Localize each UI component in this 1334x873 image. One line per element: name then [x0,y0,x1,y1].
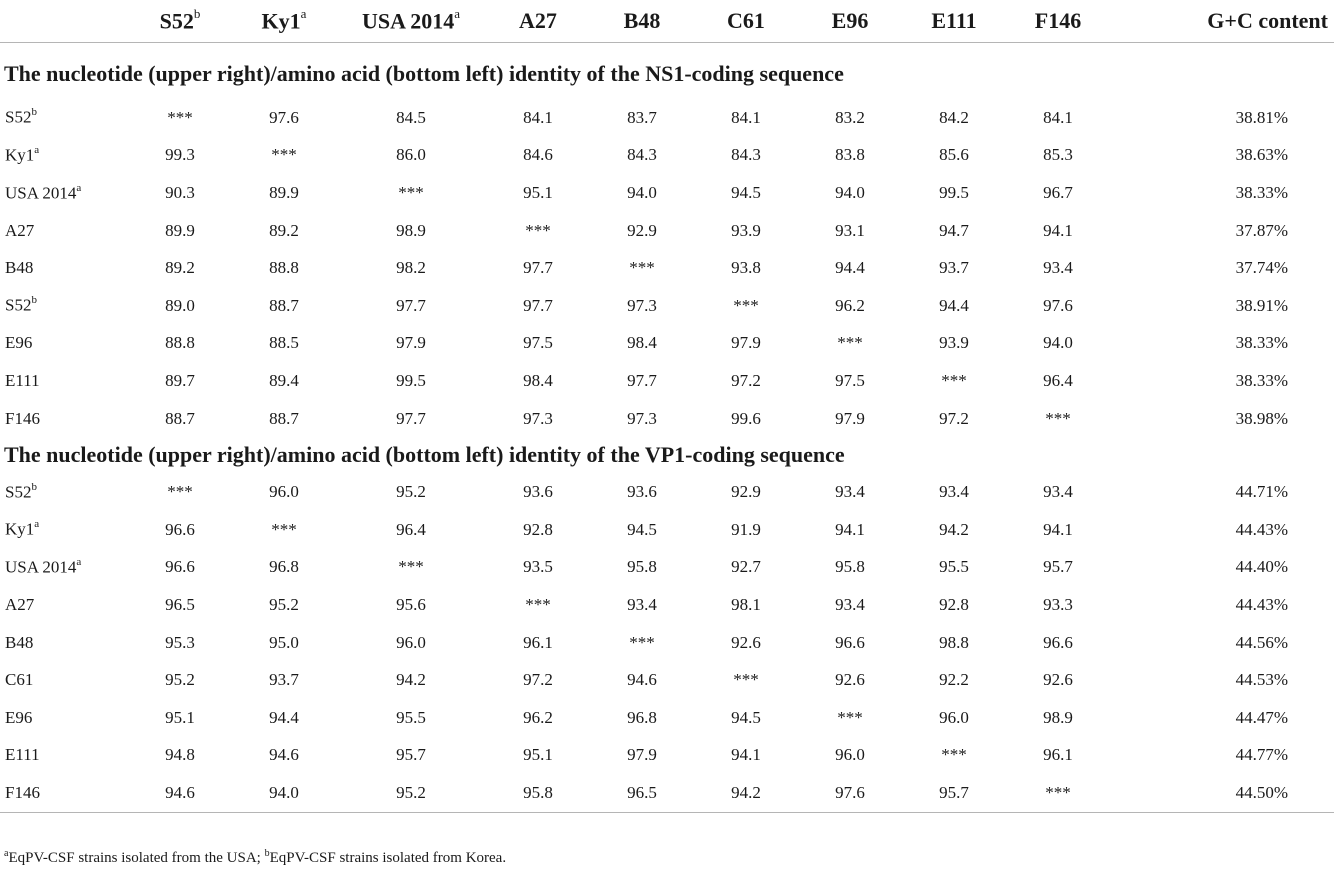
row-label [0,174,128,212]
identity-cell: *** [271,519,297,539]
identity-cell: 98.8 [939,632,969,652]
identity-cell: 96.6 [165,519,195,539]
identity-cell: 93.4 [939,482,969,502]
identity-cell: 89.9 [165,220,195,240]
identity-cell: 94.4 [835,258,865,278]
row-label [0,287,128,325]
identity-cell: *** [525,220,551,240]
identity-cell: *** [398,182,424,202]
identity-cell: 96.2 [523,707,553,727]
row-label-text: E96 [5,707,33,727]
gc-content-cell: 44.53% [1235,670,1288,690]
identity-cell: 95.8 [835,557,865,577]
column-header [798,0,902,43]
identity-cell: 97.5 [835,370,865,390]
identity-cell: *** [733,670,759,690]
footnote-a-text: EqPV-CSF strains isolated from the USA; [8,850,265,866]
identity-cell: 97.2 [731,370,761,390]
identity-cell: 97.3 [523,408,553,428]
column-header [336,0,486,43]
identity-cell: 94.2 [939,519,969,539]
identity-cell: 94.5 [627,519,657,539]
identity-cell: 97.9 [835,408,865,428]
column-header [1110,0,1334,43]
identity-cell: 93.5 [523,557,553,577]
column-header-label: F146 [1034,8,1082,33]
identity-cell: *** [167,107,193,127]
identity-cell: *** [837,333,863,353]
column-header-superscript: a [454,5,461,21]
identity-cell: 93.4 [835,594,865,614]
identity-cell: 93.7 [939,258,969,278]
table-row [0,737,1334,775]
identity-cell: 98.9 [1043,707,1073,727]
header-corner-cell [0,0,128,43]
column-header-label: USA 2014 [361,8,455,34]
identity-cell: *** [167,482,193,502]
identity-cell: 84.3 [627,145,657,165]
row-label [0,473,128,511]
identity-cell: *** [941,745,967,765]
identity-cell: 94.2 [396,670,426,690]
identity-cell: 96.0 [396,632,426,652]
identity-cell: 94.5 [731,707,761,727]
row-label-superscript: a [34,144,40,157]
table-row [0,661,1334,699]
identity-cell: 96.2 [835,295,865,315]
row-label [0,249,128,287]
gc-content-cell: 38.33% [1235,333,1288,353]
row-label-text: B48 [5,632,34,652]
row-label-text: C61 [5,670,34,690]
column-header [486,0,590,43]
row-label-text: B48 [5,258,34,278]
row-label-text: F146 [5,783,40,803]
gc-content-cell: 37.87% [1235,220,1288,240]
identity-cell: *** [629,258,655,278]
identity-cell: 92.8 [523,519,553,539]
row-label [0,137,128,175]
row-label-text: Ky1 [5,520,35,540]
identity-cell: 89.2 [165,258,195,278]
identity-cell: 97.3 [627,408,657,428]
identity-cell: 96.8 [269,557,299,577]
identity-cell: 95.7 [1043,557,1073,577]
row-label [0,699,128,737]
table-row [0,400,1334,438]
identity-cell: 88.7 [269,408,299,428]
identity-cell: 94.0 [1043,333,1073,353]
gc-content-cell: 44.43% [1235,519,1288,539]
identity-cell: *** [837,707,863,727]
identity-cell: 89.9 [269,182,299,202]
table-row [0,137,1334,175]
identity-cell: 94.0 [232,774,336,813]
table-row [0,99,1334,137]
gc-content-cell: 44.40% [1235,557,1288,577]
identity-cell: 92.2 [939,670,969,690]
column-header [232,0,336,43]
identity-cell: 96.6 [165,557,195,577]
identity-cell: 95.1 [165,707,195,727]
column-header [902,0,1006,43]
table-row [0,586,1334,624]
identity-cell: 96.0 [269,482,299,502]
identity-cell: 93.9 [731,220,761,240]
identity-cell: 95.8 [627,557,657,577]
identity-cell: 94.6 [269,745,299,765]
footnote-b-marker: b [264,848,270,859]
identity-cell: 89.7 [165,370,195,390]
identity-cell: 93.1 [835,220,865,240]
identity-cell: 93.7 [269,670,299,690]
row-label [0,737,128,775]
row-label [0,586,128,624]
table-row [0,511,1334,549]
table-row [0,362,1334,400]
gc-content-cell: 44.71% [1235,482,1288,502]
row-label [0,661,128,699]
identity-cell: 97.7 [396,295,426,315]
identity-cell: 93.4 [1043,482,1073,502]
identity-cell: 97.6 [269,107,299,127]
identity-cell: *** [525,594,551,614]
identity-cell: 86.0 [396,145,426,165]
row-label [0,511,128,549]
row-label [0,549,128,587]
identity-cell: 83.8 [835,145,865,165]
identity-cell: 95.2 [336,774,486,813]
table-row [0,212,1334,250]
identity-cell: 97.9 [396,333,426,353]
row-label-superscript: a [76,556,82,568]
identity-cell: 97.9 [627,745,657,765]
identity-cell: 95.0 [269,632,299,652]
row-label [0,212,128,250]
gc-content-cell: 38.98% [1235,408,1288,428]
identity-cell: 85.6 [939,145,969,165]
identity-cell: 88.7 [165,408,195,428]
identity-cell: 92.6 [835,670,865,690]
identity-cell: 95.5 [939,557,969,577]
row-label-superscript: b [31,106,37,119]
row-label [0,400,128,438]
gc-content-cell: 44.43% [1235,594,1288,614]
identity-cell: 98.9 [396,220,426,240]
row-label-text: S52 [5,296,32,316]
identity-cell: 97.6 [1043,295,1073,315]
identity-cell: 99.3 [165,145,195,165]
section-heading-row [0,437,1334,473]
identity-cell: 93.9 [939,333,969,353]
row-label-text: Ky1 [5,145,35,165]
column-header-label: Ky1 [261,8,301,34]
identity-cell: 92.6 [731,632,761,652]
identity-cell: 99.6 [731,408,761,428]
identity-cell: 90.3 [165,182,195,202]
identity-cell: 93.8 [731,258,761,278]
identity-cell: 95.8 [486,774,590,813]
row-label-text: E111 [5,370,40,390]
identity-cell: 93.4 [1043,258,1073,278]
identity-cell: *** [1006,774,1110,813]
identity-cell: 98.4 [627,333,657,353]
row-label-superscript: a [76,181,82,194]
identity-cell: 84.6 [523,145,553,165]
identity-cell: 94.5 [731,182,761,202]
identity-cell: 96.8 [627,707,657,727]
identity-cell: 89.2 [269,220,299,240]
section-title: The nucleotide (upper right)/amino acid (bottom left) identity of the VP1-coding sequence [4,442,845,468]
row-label-superscript: b [31,480,37,493]
row-label-text: E96 [5,333,33,353]
table-body [0,43,1334,813]
table-row [0,325,1334,363]
column-header [694,0,798,43]
row-label [0,362,128,400]
identity-cell: 89.0 [165,295,195,315]
identity-cell: 97.5 [523,333,553,353]
identity-cell: 95.2 [269,594,299,614]
identity-cell: 98.2 [396,258,426,278]
identity-cell: 94.1 [731,745,761,765]
identity-cell: 95.5 [396,707,426,727]
row-label [0,325,128,363]
row-label-text: S52 [5,482,32,502]
identity-cell: *** [1045,408,1071,428]
footnote-a-marker: a [4,848,9,859]
identity-cell: 96.7 [1043,182,1073,202]
identity-cell: 83.7 [627,107,657,127]
identity-cell: 93.6 [627,482,657,502]
row-label-superscript: a [34,518,40,531]
row-label [0,624,128,662]
identity-cell: 97.7 [523,258,553,278]
identity-cell: 94.4 [269,707,299,727]
identity-cell: 96.0 [939,707,969,727]
identity-cell: 93.6 [523,482,553,502]
identity-cell: 92.8 [939,594,969,614]
identity-cell: 88.7 [269,295,299,315]
identity-cell: 89.4 [269,370,299,390]
column-header [1006,0,1110,43]
identity-cell: 96.4 [396,519,426,539]
column-header-label: A27 [519,8,557,33]
identity-cell: 84.1 [523,107,553,127]
identity-cell: 97.9 [731,333,761,353]
table-row [0,549,1334,587]
identity-cell: 88.5 [269,333,299,353]
identity-cell: 96.4 [1043,370,1073,390]
table-row [0,699,1334,737]
identity-cell: 97.3 [627,295,657,315]
identity-cell: 96.6 [1043,632,1073,652]
identity-cell: *** [629,632,655,652]
identity-cell: 94.6 [627,670,657,690]
column-header-label: C61 [727,8,765,33]
identity-cell: 84.2 [939,107,969,127]
identity-cell: 91.9 [731,519,761,539]
gc-content-cell: 38.63% [1235,145,1288,165]
identity-cell: 95.7 [902,774,1006,813]
column-header-superscript: a [300,5,307,21]
identity-cell: *** [271,145,297,165]
table-row [0,473,1334,511]
identity-cell: 94.1 [835,519,865,539]
identity-cell: 92.6 [1043,670,1073,690]
gc-content-cell: 38.33% [1235,370,1288,390]
identity-cell: 96.6 [835,632,865,652]
row-label-text: USA 2014 [5,557,77,577]
table-header [0,0,1334,43]
column-header-label: E96 [831,8,869,33]
row-label [0,99,128,137]
identity-cell: 95.2 [165,670,195,690]
identity-cell: 97.7 [627,370,657,390]
identity-cell: 84.1 [1043,107,1073,127]
table-row [0,249,1334,287]
column-header-label: E111 [931,8,977,33]
identity-cell: 88.8 [165,333,195,353]
identity-cell: 94.4 [939,295,969,315]
row-label-superscript: b [31,294,37,307]
row-label [0,774,128,813]
identity-cell: 93.4 [835,482,865,502]
column-header [128,0,232,43]
table-row [0,624,1334,662]
identity-cell: 97.7 [396,408,426,428]
identity-cell: 97.7 [523,295,553,315]
identity-cell: 95.1 [523,745,553,765]
identity-cell: 94.6 [128,774,232,813]
gc-content-cell: 37.74% [1235,258,1288,278]
identity-cell: 94.1 [1043,519,1073,539]
identity-cell: *** [733,295,759,315]
gc-content-cell: 38.81% [1235,107,1288,127]
gc-content-cell: 38.91% [1235,295,1288,315]
identity-cell: *** [398,557,424,577]
gc-content-cell: 44.77% [1235,745,1288,765]
identity-cell: 97.2 [939,408,969,428]
section-title: The nucleotide (upper right)/amino acid (bottom left) identity of the NS1-coding sequence [4,61,844,86]
row-label-text: A27 [5,220,35,240]
gc-content-cell: 44.47% [1235,707,1288,727]
identity-cell: 93.3 [1043,594,1073,614]
identity-cell: 98.4 [523,370,553,390]
identity-cell: 95.1 [523,182,553,202]
identity-cell: 85.3 [1043,145,1073,165]
row-label-text: S52 [5,108,32,128]
row-label-text: E111 [5,745,40,765]
identity-cell: 95.2 [396,482,426,502]
identity-cell: 92.7 [731,557,761,577]
identity-cell: 96.0 [835,745,865,765]
identity-cell: 97.6 [798,774,902,813]
identity-cell: 99.5 [939,182,969,202]
identity-cell: 84.3 [731,145,761,165]
row-label-text: F146 [5,408,40,428]
identity-cell: 95.6 [396,594,426,614]
identity-cell: 94.0 [627,182,657,202]
identity-cell: 94.2 [694,774,798,813]
table-row [0,774,1334,813]
identity-cell: 96.5 [165,594,195,614]
identity-cell: 94.7 [939,220,969,240]
identity-cell: 95.3 [165,632,195,652]
identity-cell: 94.0 [835,182,865,202]
identity-cell: 84.5 [396,107,426,127]
column-header [590,0,694,43]
identity-cell: 94.8 [165,745,195,765]
identity-cell: 96.5 [590,774,694,813]
identity-cell: 84.1 [731,107,761,127]
identity-cell: *** [941,370,967,390]
column-header-label: S52 [159,8,194,34]
table-row [0,287,1334,325]
identity-cell: 93.4 [627,594,657,614]
identity-cell: 97.2 [523,670,553,690]
header-row [0,0,1334,43]
row-label-text: A27 [5,594,35,614]
row-label-text: USA 2014 [5,183,77,203]
column-header-superscript: b [193,5,201,21]
identity-cell: 88.8 [269,258,299,278]
table-row [0,174,1334,212]
column-header-label: G+C content [1207,8,1328,33]
identity-cell: 98.1 [731,594,761,614]
identity-cell: 92.9 [731,482,761,502]
identity-cell: 95.7 [396,745,426,765]
column-header-label: B48 [623,8,661,33]
identity-cell: 99.5 [396,370,426,390]
identity-cell: 96.1 [523,632,553,652]
section-heading-row [0,43,1334,100]
identity-cell: 92.9 [627,220,657,240]
gc-content-cell: 44.50% [1110,774,1334,813]
identity-cell: 96.1 [1043,745,1073,765]
table-footnote [4,848,506,867]
identity-cell: 94.1 [1043,220,1073,240]
gc-content-cell: 44.56% [1235,632,1288,652]
gc-content-cell: 38.33% [1235,182,1288,202]
footnote-b-text: EqPV-CSF strains isolated from Korea. [269,850,507,866]
identity-cell: 83.2 [835,107,865,127]
